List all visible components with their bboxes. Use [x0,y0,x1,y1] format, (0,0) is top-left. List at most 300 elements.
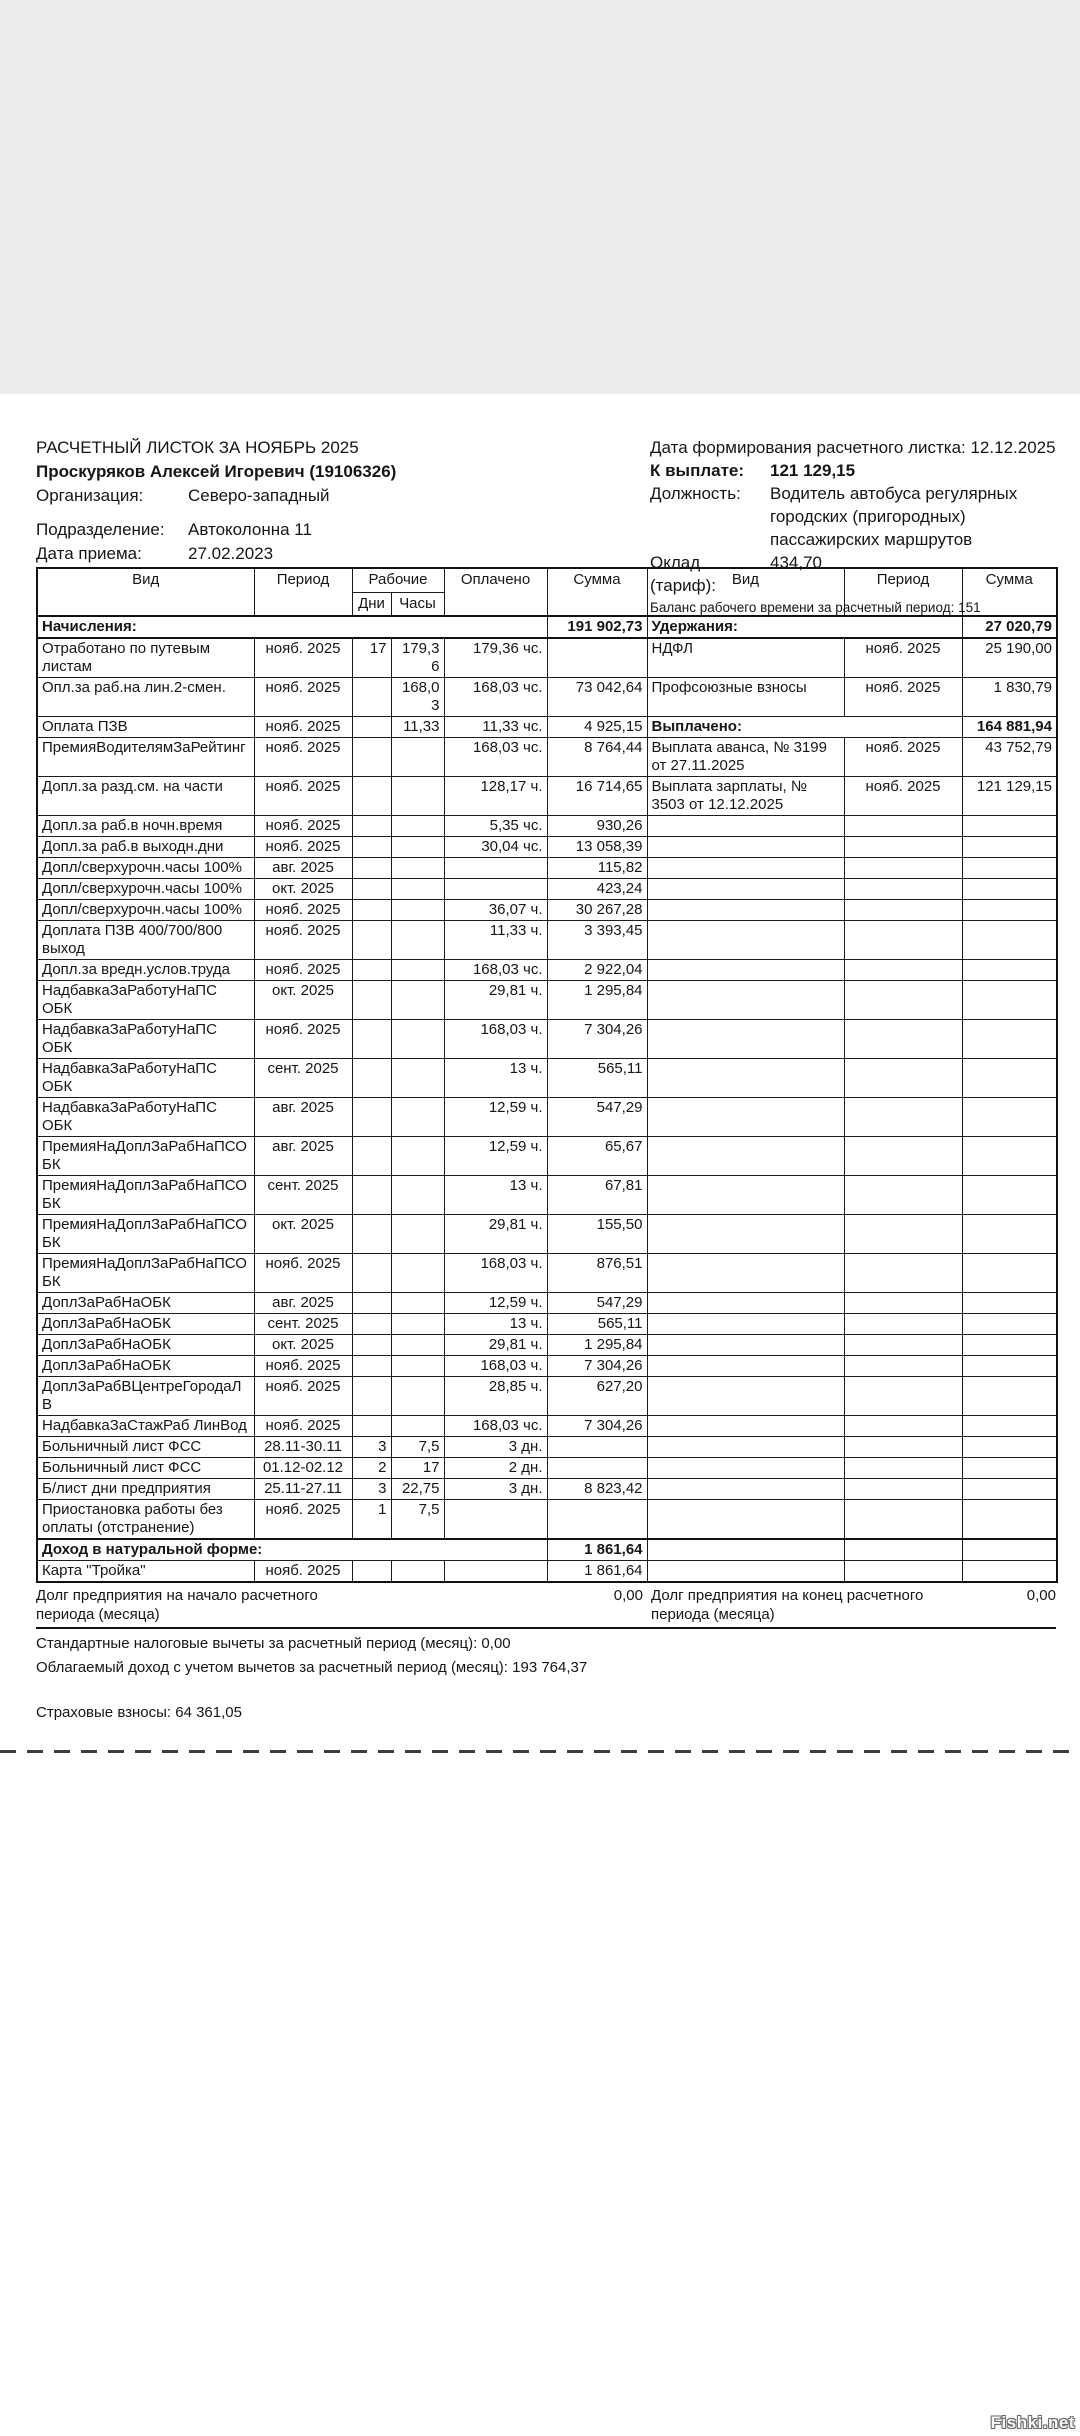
table-cell [547,1500,647,1540]
table-cell [647,1335,844,1356]
payslip-table [36,567,1058,1583]
footer-divider [36,1627,1056,1629]
table-row [37,1561,1057,1583]
table-cell: авг. 2025 [254,1137,352,1176]
table-cell [352,816,391,837]
table-cell: НадбавкаЗаРаботуНаПС ОБК [37,1059,254,1098]
table-row [37,1437,1057,1458]
table-cell: Допл.за разд.см. на части [37,777,254,816]
table-cell [391,837,444,858]
table-cell: НадбавкаЗаРаботуНаПС ОБК [37,1020,254,1059]
table-cell [962,1137,1057,1176]
table-row [37,816,1057,837]
col-sum-2: Сумма [962,568,1057,616]
table-cell: 565,11 [547,1059,647,1098]
payout-row [650,459,1056,482]
table-cell [962,900,1057,921]
table-cell: сент. 2025 [254,1314,352,1335]
table-cell [391,1137,444,1176]
table-cell: 1 830,79 [962,678,1057,717]
table-cell: нояб. 2025 [844,638,962,678]
employee-name: Проскуряков Алексей Игоревич (19106326) [36,462,397,481]
table-row [37,879,1057,900]
table-cell [647,921,844,960]
table-cell [391,738,444,777]
table-cell [647,1561,844,1583]
table-row [37,1539,1057,1561]
table-cell: 8 823,42 [547,1479,647,1500]
table-cell [352,1137,391,1176]
table-cell: 30 267,28 [547,900,647,921]
table-cell [844,837,962,858]
table-cell: нояб. 2025 [254,1416,352,1437]
table-cell [844,1215,962,1254]
table-cell: Опл.за раб.на лин.2-смен. [37,678,254,717]
hire-date-value: 27.02.2023 [188,544,274,563]
debt-end-value: 0,00 [1026,1587,1056,1604]
department-row [36,518,650,542]
table-cell [391,1293,444,1314]
table-cell [352,1335,391,1356]
department-value: Автоколонна 11 [188,520,312,539]
table-cell: нояб. 2025 [254,921,352,960]
dashed-separator [0,1750,1080,1753]
formed-date-row [650,436,1056,459]
table-cell: нояб. 2025 [254,1561,352,1583]
table-row [37,921,1057,960]
table-row [37,981,1057,1020]
table-cell [352,777,391,816]
table-row [37,638,1057,678]
table-cell [844,858,962,879]
table-cell [352,1059,391,1098]
table-cell [391,900,444,921]
debt-end-label: Долг предприятия на конец расчетного периода (месяца) [651,1587,924,1623]
table-cell [844,1479,962,1500]
table-cell [352,1176,391,1215]
salary-value: 434,70 [770,553,822,572]
organization-row [36,484,650,508]
table-cell [647,1500,844,1540]
table-cell: 168,03 [391,678,444,717]
table-cell: 115,82 [547,858,647,879]
table-cell [391,1176,444,1215]
table-cell: нояб. 2025 [254,1377,352,1416]
table-cell [962,1500,1057,1540]
table-cell: Профсоюзные взносы [647,678,844,717]
table-cell: 13 ч. [444,1176,547,1215]
table-cell: 7,5 [391,1437,444,1458]
table-cell: 7 304,26 [547,1020,647,1059]
table-row [37,1335,1057,1356]
table-cell [647,858,844,879]
table-cell [962,1356,1057,1377]
formed-date: Дата формирования расчетного листка: 12.12.2025 [650,438,1056,457]
table-cell: ДоплЗаРабВЦентреГородаЛВ [37,1377,254,1416]
col-period: Период [254,568,352,616]
table-cell: 2 922,04 [547,960,647,981]
watermark: Fishki.net [990,2413,1075,2432]
table-row [37,1458,1057,1479]
table-cell [444,1561,547,1583]
table-cell [844,1458,962,1479]
col-kind: Вид [37,568,254,616]
table-cell [647,1293,844,1314]
table-cell: Допл.за раб.в ночн.время [37,816,254,837]
table-cell: 73 042,64 [547,678,647,717]
table-cell: 30,04 чс. [444,837,547,858]
table-cell: 876,51 [547,1254,647,1293]
table-cell [352,738,391,777]
table-row [37,1215,1057,1254]
payslip-title: РАСЧЕТНЫЙ ЛИСТОК ЗА НОЯБРЬ 2025 [36,438,359,457]
table-cell: 7 304,26 [547,1416,647,1437]
table-cell: нояб. 2025 [254,1500,352,1540]
table-cell [352,837,391,858]
table-cell: 155,50 [547,1215,647,1254]
table-cell [844,1437,962,1458]
table-cell [962,921,1057,960]
table-cell: Выплата зарплаты, № 3503 от 12.12.2025 [647,777,844,816]
table-cell [647,960,844,981]
table-cell: 627,20 [547,1377,647,1416]
table-cell [352,1314,391,1335]
table-cell [844,921,962,960]
table-cell [844,1416,962,1437]
table-cell [647,1479,844,1500]
table-cell [962,1561,1057,1583]
table-cell [352,921,391,960]
table-cell [391,879,444,900]
table-cell: 191 902,73 [547,616,647,638]
table-cell [352,1377,391,1416]
table-cell: ПремияНаДоплЗаРабНаПСОБК [37,1254,254,1293]
table-cell [962,1314,1057,1335]
table-cell [647,816,844,837]
table-cell [352,1020,391,1059]
table-cell: 29,81 ч. [444,1335,547,1356]
table-cell: нояб. 2025 [254,900,352,921]
table-cell: ДоплЗаРабНаОБК [37,1335,254,1356]
table-cell [962,1479,1057,1500]
table-cell [647,1098,844,1137]
table-cell: нояб. 2025 [254,738,352,777]
col-working: Рабочие [352,568,444,593]
table-cell [391,777,444,816]
table-cell: Отработано по путевым листам [37,638,254,678]
header-spacer [36,508,650,518]
table-cell: 1 [352,1500,391,1540]
table-cell [352,1098,391,1137]
col-hours: Часы [391,593,444,617]
table-cell [391,1314,444,1335]
table-cell [647,1377,844,1416]
table-cell: Допл.за вредн.услов.труда [37,960,254,981]
table-cell: НадбавкаЗаРаботуНаПС ОБК [37,981,254,1020]
table-cell [391,1059,444,1098]
table-cell: ПремияНаДоплЗаРабНаПСОБК [37,1176,254,1215]
table-row [37,1137,1057,1176]
table-cell: НадбавкаЗаСтажРаб ЛинВод [37,1416,254,1437]
table-cell: 29,81 ч. [444,981,547,1020]
table-cell [962,1458,1057,1479]
table-cell [962,1416,1057,1437]
table-row [37,1176,1057,1215]
table-cell [962,1335,1057,1356]
table-cell: 12,59 ч. [444,1293,547,1314]
table-cell: 28,85 ч. [444,1377,547,1416]
table-cell: 2 дн. [444,1458,547,1479]
table-cell [352,1215,391,1254]
table-cell: 13 ч. [444,1314,547,1335]
table-cell [391,858,444,879]
table-cell [844,1314,962,1335]
taxable-income-note: Облагаемый доход с учетом вычетов за расчетный период (месяц): 193 764,37 [36,1659,588,1676]
table-cell [352,678,391,717]
table-cell [391,960,444,981]
table-cell: нояб. 2025 [254,717,352,738]
table-row [37,858,1057,879]
col-kind-2: Вид [647,568,844,616]
table-cell: 11,33 ч. [444,921,547,960]
table-cell [352,1254,391,1293]
hire-date-row [36,542,650,566]
table-row [37,960,1057,981]
table-cell [844,1356,962,1377]
payout-label: К выплате: [650,461,745,480]
table-cell [352,981,391,1020]
col-paid: Оплачено [444,568,547,616]
table-cell [352,879,391,900]
table-row [37,1020,1057,1059]
table-cell [391,1416,444,1437]
table-row [37,1416,1057,1437]
table-cell [391,816,444,837]
table-cell [352,1356,391,1377]
tax-deductions-note: Стандартные налоговые вычеты за расчетный период (месяц): 0,00 [36,1635,511,1652]
col-days: Дни [352,593,391,617]
table-cell: 11,33 чс. [444,717,547,738]
table-cell [844,1500,962,1540]
table-cell: 179,36 [391,638,444,678]
table-cell [962,816,1057,837]
table-cell [547,1437,647,1458]
table-cell [647,879,844,900]
table-cell [844,1059,962,1098]
table-cell [352,900,391,921]
table-cell: сент. 2025 [254,1176,352,1215]
table-cell [352,717,391,738]
table-row [37,837,1057,858]
table-cell [391,921,444,960]
table-cell: НадбавкаЗаРаботуНаПС ОБК [37,1098,254,1137]
table-cell: 423,24 [547,879,647,900]
table-cell: нояб. 2025 [254,777,352,816]
table-row [37,738,1057,777]
table-cell: Удержания: [647,616,962,638]
table-cell [352,858,391,879]
table-cell: ДоплЗаРабНаОБК [37,1356,254,1377]
debt-summary-row [36,1586,1056,1624]
col-sum: Сумма [547,568,647,616]
table-cell [962,1293,1057,1314]
table-cell [547,638,647,678]
table-cell: нояб. 2025 [254,816,352,837]
table-cell: нояб. 2025 [844,777,962,816]
table-cell: Карта "Тройка" [37,1561,254,1583]
table-cell: нояб. 2025 [844,678,962,717]
table-cell [647,1437,844,1458]
table-cell [391,1335,444,1356]
table-cell: нояб. 2025 [254,678,352,717]
table-cell: 3 дн. [444,1479,547,1500]
table-cell [844,1539,962,1561]
table-cell [844,1137,962,1176]
table-cell: авг. 2025 [254,858,352,879]
table-cell [844,900,962,921]
table-cell: Допл/сверхурочн.часы 100% [37,858,254,879]
table-cell [647,1539,844,1561]
hire-date-label: Дата приема: [36,544,142,563]
table-cell [844,1561,962,1583]
table-cell: 22,75 [391,1479,444,1500]
table-cell [844,879,962,900]
table-cell: нояб. 2025 [254,1020,352,1059]
table-cell [844,1020,962,1059]
table-cell: 3 дн. [444,1437,547,1458]
table-cell: Больничный лист ФСС [37,1458,254,1479]
table-cell [962,858,1057,879]
table-row [37,777,1057,816]
table-cell: ДоплЗаРабНаОБК [37,1293,254,1314]
table-cell: нояб. 2025 [254,638,352,678]
table-cell [444,1500,547,1540]
table-cell: нояб. 2025 [254,1254,352,1293]
table-cell: Приостановка работы без оплаты (отстранение) [37,1500,254,1540]
table-cell: 11,33 [391,717,444,738]
table-cell: 5,35 чс. [444,816,547,837]
table-cell [962,1437,1057,1458]
table-cell: 28.11-30.11 [254,1437,352,1458]
table-cell: 12,59 ч. [444,1137,547,1176]
table-cell [647,1137,844,1176]
table-cell: 3 [352,1479,391,1500]
position-value: Водитель автобуса регулярных городских (пригородных) пассажирских маршрутов [770,484,1018,549]
table-cell: 17 [352,638,391,678]
table-cell [962,1215,1057,1254]
table-cell: 168,03 ч. [444,1020,547,1059]
table-cell [352,960,391,981]
table-cell: 1 295,84 [547,981,647,1020]
table-cell [391,981,444,1020]
table-row [37,1098,1057,1137]
table-cell [352,1293,391,1314]
table-cell: сент. 2025 [254,1059,352,1098]
table-cell [647,1215,844,1254]
table-cell [962,1377,1057,1416]
table-cell: Выплачено: [647,717,962,738]
table-cell: 4 925,15 [547,717,647,738]
table-cell: Оплата ПЗВ [37,717,254,738]
table-cell: 29,81 ч. [444,1215,547,1254]
table-cell: нояб. 2025 [254,960,352,981]
table-cell: ПремияНаДоплЗаРабНаПСОБК [37,1137,254,1176]
table-cell: ПремияНаДоплЗаРабНаПСОБК [37,1215,254,1254]
position-row [650,482,1056,551]
table-cell [444,858,547,879]
table-cell [962,1059,1057,1098]
table-cell: 2 [352,1458,391,1479]
table-cell [962,879,1057,900]
table-row [37,1059,1057,1098]
table-cell [962,1098,1057,1137]
table-cell: 168,03 чс. [444,678,547,717]
table-cell: 1 861,64 [547,1561,647,1583]
table-cell [647,1314,844,1335]
table-cell: Доход в натуральной форме: [37,1539,547,1561]
table-cell [352,1416,391,1437]
table-cell: 7 304,26 [547,1356,647,1377]
table-cell: 121 129,15 [962,777,1057,816]
table-cell: 547,29 [547,1098,647,1137]
table-cell: Выплата аванса, № 3199 от 27.11.2025 [647,738,844,777]
table-cell [844,1293,962,1314]
table-cell: 168,03 ч. [444,1356,547,1377]
table-cell: 17 [391,1458,444,1479]
table-cell [444,879,547,900]
table-cell: 13 058,39 [547,837,647,858]
table-row [37,1254,1057,1293]
debt-start-value: 0,00 [613,1587,643,1604]
table-cell [844,1377,962,1416]
salary-label: Оклад (тариф): [650,553,717,595]
table-cell: окт. 2025 [254,1335,352,1356]
header-left [36,436,650,566]
table-cell: авг. 2025 [254,1098,352,1137]
table-cell: нояб. 2025 [254,837,352,858]
table-row [37,678,1057,717]
table-cell [844,1254,962,1293]
table-cell [962,1539,1057,1561]
work-time-balance: Баланс рабочего времени за расчетный период: 151 [650,600,981,615]
table-cell: НДФЛ [647,638,844,678]
organization-label: Организация: [36,486,144,505]
table-cell: 8 764,44 [547,738,647,777]
table-cell: ПремияВодителямЗаРейтинг [37,738,254,777]
payout-value: 121 129,15 [770,461,856,480]
table-cell [962,1020,1057,1059]
table-cell: 1 295,84 [547,1335,647,1356]
table-cell [962,981,1057,1020]
table-cell: 168,03 чс. [444,738,547,777]
table-cell [962,960,1057,981]
table-cell: 16 714,65 [547,777,647,816]
header-right [650,436,1056,617]
table-cell [647,1059,844,1098]
table-row [37,1500,1057,1540]
table-cell [844,1335,962,1356]
table-cell: окт. 2025 [254,1215,352,1254]
table-cell [352,1561,391,1583]
table-cell: 27 020,79 [962,616,1057,638]
payslip-table-body [37,616,1057,1582]
table-cell: 168,03 чс. [444,1416,547,1437]
table-cell [647,900,844,921]
department-label: Подразделение: [36,520,165,539]
table-cell [962,1254,1057,1293]
table-cell [647,1176,844,1215]
table-cell: окт. 2025 [254,981,352,1020]
